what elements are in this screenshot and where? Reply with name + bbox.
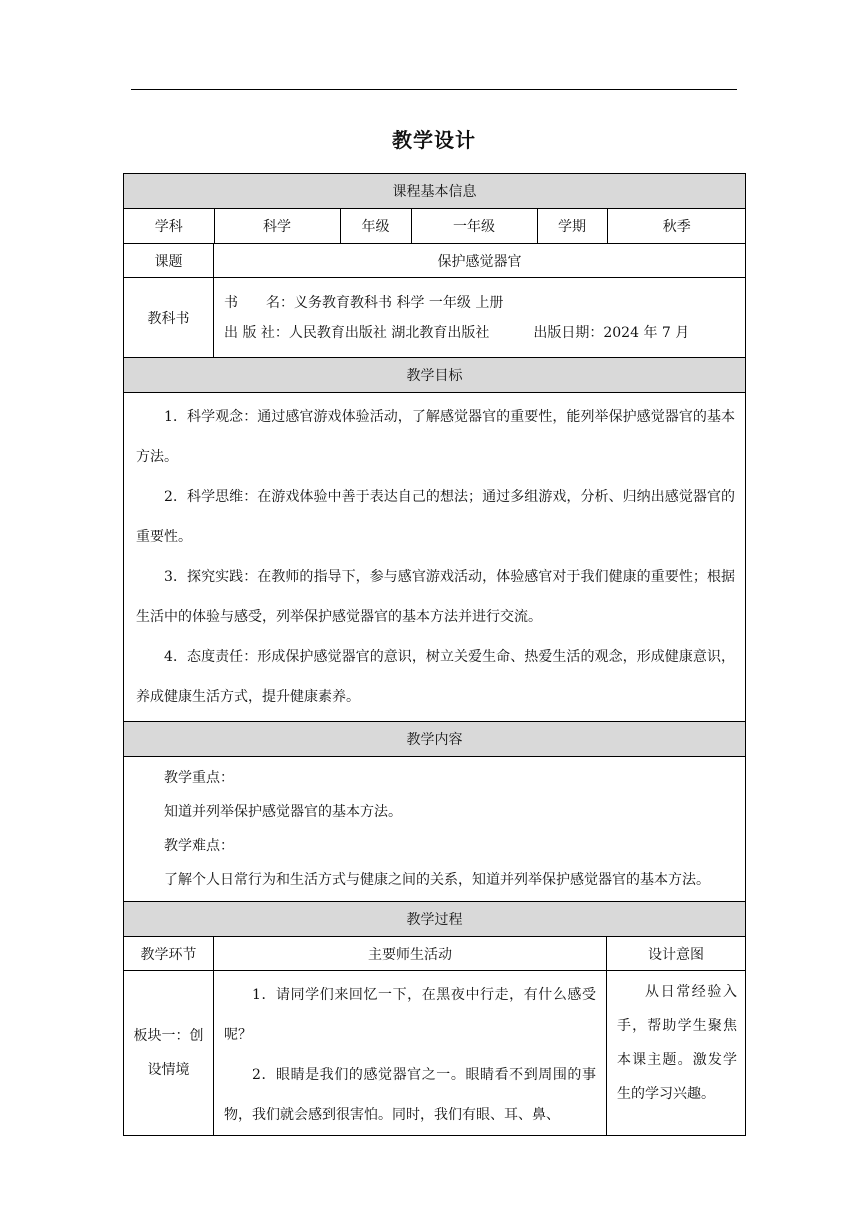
goal-item: 2．科学思维：在游戏体验中善于表达自己的想法；通过多组游戏，分析、归纳出感觉器官的重要性。 xyxy=(136,489,735,545)
subject-label: 学科 xyxy=(124,209,214,243)
difficulty-text: 了解个人日常行为和生活方式与健康之间的关系，知道并列举保护感觉器官的基本方法。 xyxy=(164,872,710,888)
content-body xyxy=(124,757,746,902)
content-header: 教学内容 xyxy=(124,722,746,757)
document-title: 教学设计 xyxy=(392,128,476,152)
topic-value: 保护感觉器官 xyxy=(214,244,746,278)
grade-value: 一年级 xyxy=(411,209,537,243)
key-point-label: 教学重点： xyxy=(164,770,234,786)
goal-item: 4．态度责任：形成保护感觉器官的意识，树立关爱生命、热爱生活的观念，形成健康意识，养成健康生活方式，提升健康素养。 xyxy=(136,649,735,705)
process-header: 教学过程 xyxy=(124,902,746,937)
process-stage: 板块一：创设情境 xyxy=(124,971,214,1136)
subject-value: 科学 xyxy=(214,209,340,243)
textbook-name-line: 书 名：义务教育教科书 科学 一年级 上册 xyxy=(224,294,504,311)
process-col-stage: 教学环节 xyxy=(124,937,214,971)
intent-text: 从日常经验入手，帮助学生聚焦本课主题。激发学生的学习兴趣。 xyxy=(617,984,737,1102)
publish-date-line: 出版日期：2024 年 7 月 xyxy=(533,324,690,341)
lesson-plan-table xyxy=(123,173,746,1136)
subject-row xyxy=(124,209,746,244)
key-point-text: 知道并列举保护感觉器官的基本方法。 xyxy=(164,804,402,820)
goal-item: 3．探究实践：在教师的指导下，参与感官游戏活动，体验感官对于我们健康的重要性；根据生活中的体验与感受，列举保护感觉器官的基本方法并进行交流。 xyxy=(136,569,735,625)
course-info-header: 课程基本信息 xyxy=(124,174,746,209)
topic-label: 课题 xyxy=(124,244,214,278)
publisher-row xyxy=(224,318,735,348)
goals-body xyxy=(124,393,746,722)
process-col-activity: 主要师生活动 xyxy=(214,937,607,971)
activity-item: 2．眼睛是我们的感觉器官之一。眼睛看不到周围的事物，我们就会感到很害怕。同时，我们有眼、耳、鼻、 xyxy=(224,1067,596,1123)
process-row xyxy=(124,971,746,1136)
header-rule xyxy=(131,89,737,90)
process-intent xyxy=(607,971,746,1136)
textbook-info xyxy=(214,278,746,358)
process-col-intent: 设计意图 xyxy=(607,937,746,971)
publisher-line: 出 版 社：人民教育出版社 湖北教育出版社 xyxy=(224,324,490,341)
difficulty-label: 教学难点： xyxy=(164,838,234,854)
process-activities xyxy=(214,971,607,1136)
grade-label: 年级 xyxy=(340,209,411,243)
goals-header: 教学目标 xyxy=(124,358,746,393)
term-value: 秋季 xyxy=(662,219,691,235)
term-label: 学期 xyxy=(537,209,607,243)
goal-item: 1．科学观念：通过感官游戏体验活动，了解感觉器官的重要性，能列举保护感觉器官的基本方法。 xyxy=(136,409,735,465)
textbook-label: 教科书 xyxy=(124,278,214,358)
activity-item: 1．请同学们来回忆一下，在黑夜中行走，有什么感受呢？ xyxy=(224,987,596,1043)
